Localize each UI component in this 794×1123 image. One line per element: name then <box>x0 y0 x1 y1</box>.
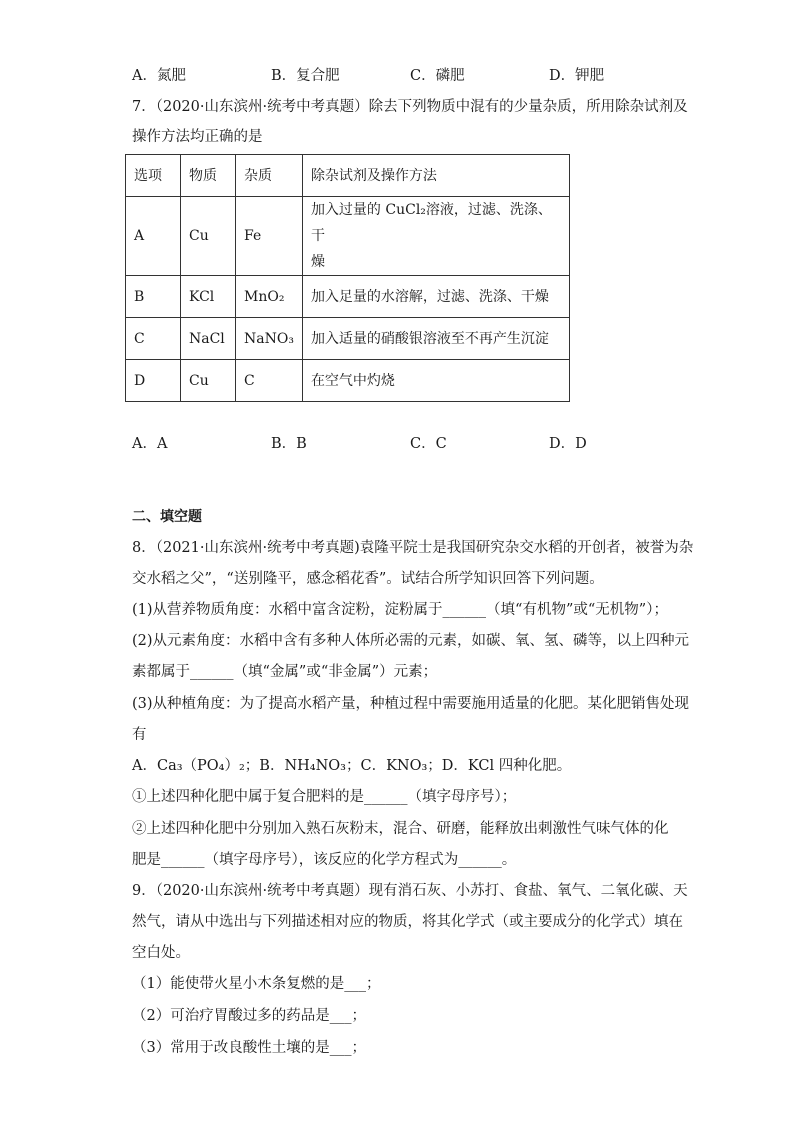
section-title: 二、填空题 <box>132 509 202 525</box>
q8-part3-line2: 有 <box>132 727 147 743</box>
row-c-method: 加入适量的硝酸银溶液至不再产生沉淀 <box>302 318 569 360</box>
row-a-method-line2: 燥 <box>310 254 325 270</box>
row-b-option: B <box>126 276 181 318</box>
table-row <box>126 360 570 402</box>
row-c-impurity: NaNO₃ <box>236 318 303 360</box>
row-b-method: 加入足量的水溶解，过滤、洗涤、干燥 <box>302 276 569 318</box>
row-b-substance: KCl <box>181 276 236 318</box>
q9-stem-line2: 然气，请从中选出与下列描述相对应的物质，将其化学式（或主要成分的化学式）填在 <box>132 914 683 930</box>
q8-stem-line2: 交水稻之父”，“送别隆平，感念稻花香”。试结合所学知识回答下列问题。 <box>132 571 604 587</box>
q6-option-d: D．钾肥 <box>549 68 605 84</box>
q9-stem-line1: 9．（2020·山东滨州·统考中考真题）现有消石灰、小苏打、食盐、氧气、二氧化碳、天 <box>132 883 688 899</box>
row-b-impurity: MnO₂ <box>236 276 303 318</box>
header-substance: 物质 <box>181 155 236 197</box>
table-row <box>126 276 570 318</box>
q7-stem-line2: 操作方法均正确的是 <box>132 129 263 145</box>
header-impurity: 杂质 <box>236 155 303 197</box>
row-c-substance: NaCl <box>181 318 236 360</box>
q8-part1: (1)从营养物质角度：水稻中富含淀粉，淀粉属于______（填“有机物”或“无机物”）； <box>132 602 668 618</box>
q6-option-b: B．复合肥 <box>271 68 340 84</box>
q9-stem-line3: 空白处。 <box>132 945 190 961</box>
table-row <box>126 318 570 360</box>
q8-part2-line2: 素都属于______（填“金属”或“非金属”）元素； <box>132 664 438 680</box>
row-a-impurity: Fe <box>236 197 303 276</box>
header-method: 除杂试剂及操作方法 <box>302 155 569 197</box>
row-a-method-line1: 加入过量的 CuCl₂溶液，过滤、洗涤、干 <box>310 202 552 244</box>
q7-option-d: D．D <box>549 436 587 452</box>
q8-sub1: ①上述四种化肥中属于复合肥料的是______（填字母序号）； <box>132 789 517 805</box>
q9-item1: （1）能使带火星小木条复燃的是___； <box>132 976 381 992</box>
table-header-row <box>126 155 570 197</box>
q8-part3-line1: (3)从种植角度：为了提高水稻产量，种植过程中需要施用适量的化肥。某化肥销售处现 <box>132 696 690 712</box>
q8-part3-line3: A．Ca₃（PO₄）₂；B．NH₄NO₃；C．KNO₃；D．KCl 四种化肥。 <box>132 758 572 774</box>
q9-item3: （3）常用于改良酸性土壤的是___； <box>132 1040 366 1056</box>
q7-options <box>132 434 692 454</box>
header-option: 选项 <box>126 155 181 197</box>
row-d-impurity: C <box>236 360 303 402</box>
row-c-option: C <box>126 318 181 360</box>
q7-option-b: B．B <box>271 436 307 452</box>
q8-part2-line1: (2)从元素角度：水稻中含有多种人体所必需的元素，如碳、氧、氢、磷等，以上四种元 <box>132 633 690 649</box>
q6-options <box>132 66 692 86</box>
q6-option-c: C．磷肥 <box>410 68 465 84</box>
q7-stem-line1: 7．（2020·山东滨州·统考中考真题）除去下列物质中混有的少量杂质，所用除杂试剂及 <box>132 99 688 115</box>
q8-sub2-line1: ②上述四种化肥中分别加入熟石灰粉末，混合、研磨，能释放出刺激性气味气体的化 <box>132 821 669 837</box>
table-row <box>126 197 570 276</box>
q7-table <box>125 154 570 402</box>
q7-option-c: C．C <box>410 436 447 452</box>
q7-option-a: A．A <box>132 436 168 452</box>
row-a-option: A <box>126 197 181 276</box>
row-a-substance: Cu <box>181 197 236 276</box>
row-a-method <box>302 197 569 276</box>
row-d-substance: Cu <box>181 360 236 402</box>
q9-item2: （2）可治疗胃酸过多的药品是___； <box>132 1008 366 1024</box>
q6-option-a: A．氮肥 <box>132 68 186 84</box>
row-d-option: D <box>126 360 181 402</box>
row-d-method: 在空气中灼烧 <box>302 360 569 402</box>
q8-stem-line1: 8．（2021·山东滨州·统考中考真题)袁隆平院士是我国研究杂交水稻的开创者，被誉为杂 <box>132 540 694 556</box>
q8-sub2-line2: 肥是______（填字母序号），该反应的化学方程式为______。 <box>132 852 517 868</box>
